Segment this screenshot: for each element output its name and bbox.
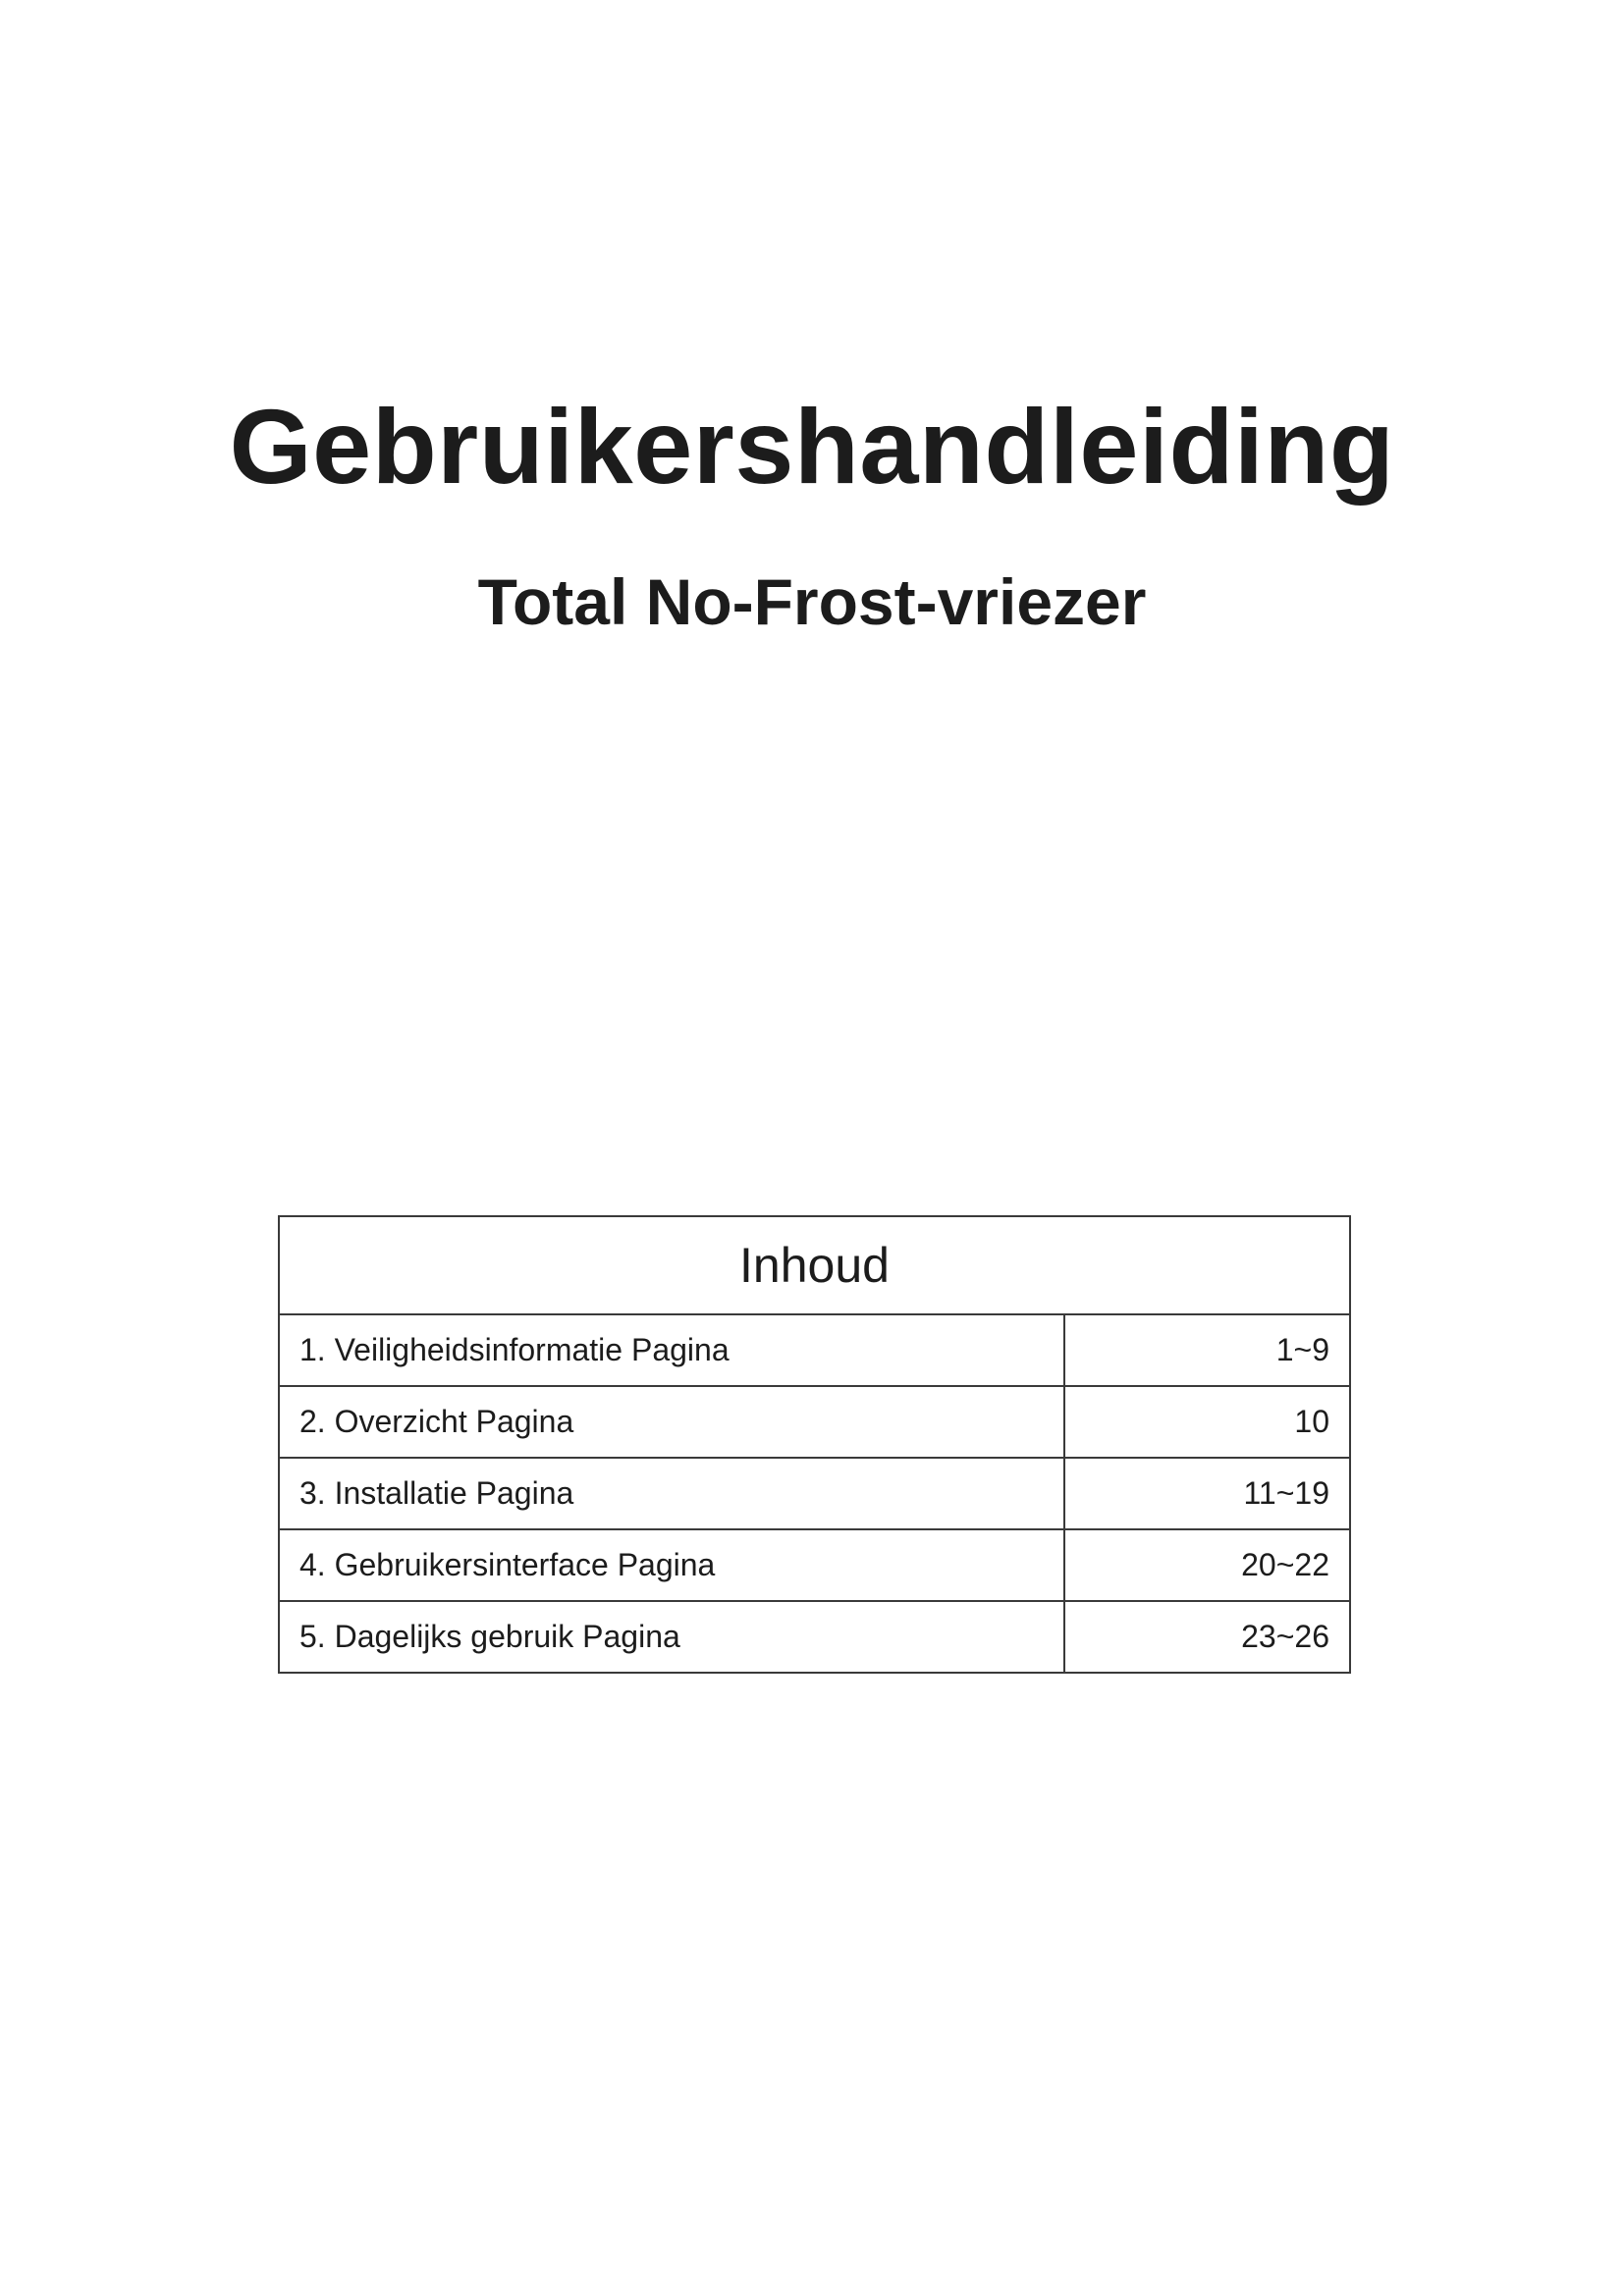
document-title: Gebruikershandleiding xyxy=(229,387,1395,506)
toc-entry xyxy=(279,1386,1350,1458)
toc-entry-pages: 1~9 xyxy=(1064,1314,1350,1386)
toc-entry-pages: 10 xyxy=(1064,1386,1350,1458)
table-of-contents xyxy=(278,1215,1351,1674)
toc-heading: Inhoud xyxy=(279,1216,1350,1314)
toc-entry-label: 3. Installatie Pagina xyxy=(279,1458,1064,1529)
toc-entry-label: 2. Overzicht Pagina xyxy=(279,1386,1064,1458)
toc-entry xyxy=(279,1314,1350,1386)
toc-entry-pages: 23~26 xyxy=(1064,1601,1350,1673)
toc-entry xyxy=(279,1529,1350,1601)
toc-entry xyxy=(279,1601,1350,1673)
toc-entry-label: 1. Veiligheidsinformatie Pagina xyxy=(279,1314,1064,1386)
toc-entry-pages: 11~19 xyxy=(1064,1458,1350,1529)
toc-entry xyxy=(279,1458,1350,1529)
toc-entry-label: 5. Dagelijks gebruik Pagina xyxy=(279,1601,1064,1673)
toc-entry-pages: 20~22 xyxy=(1064,1529,1350,1601)
toc-entry-label: 4. Gebruikersinterface Pagina xyxy=(279,1529,1064,1601)
document-subtitle: Total No-Frost-vriezer xyxy=(477,565,1147,638)
